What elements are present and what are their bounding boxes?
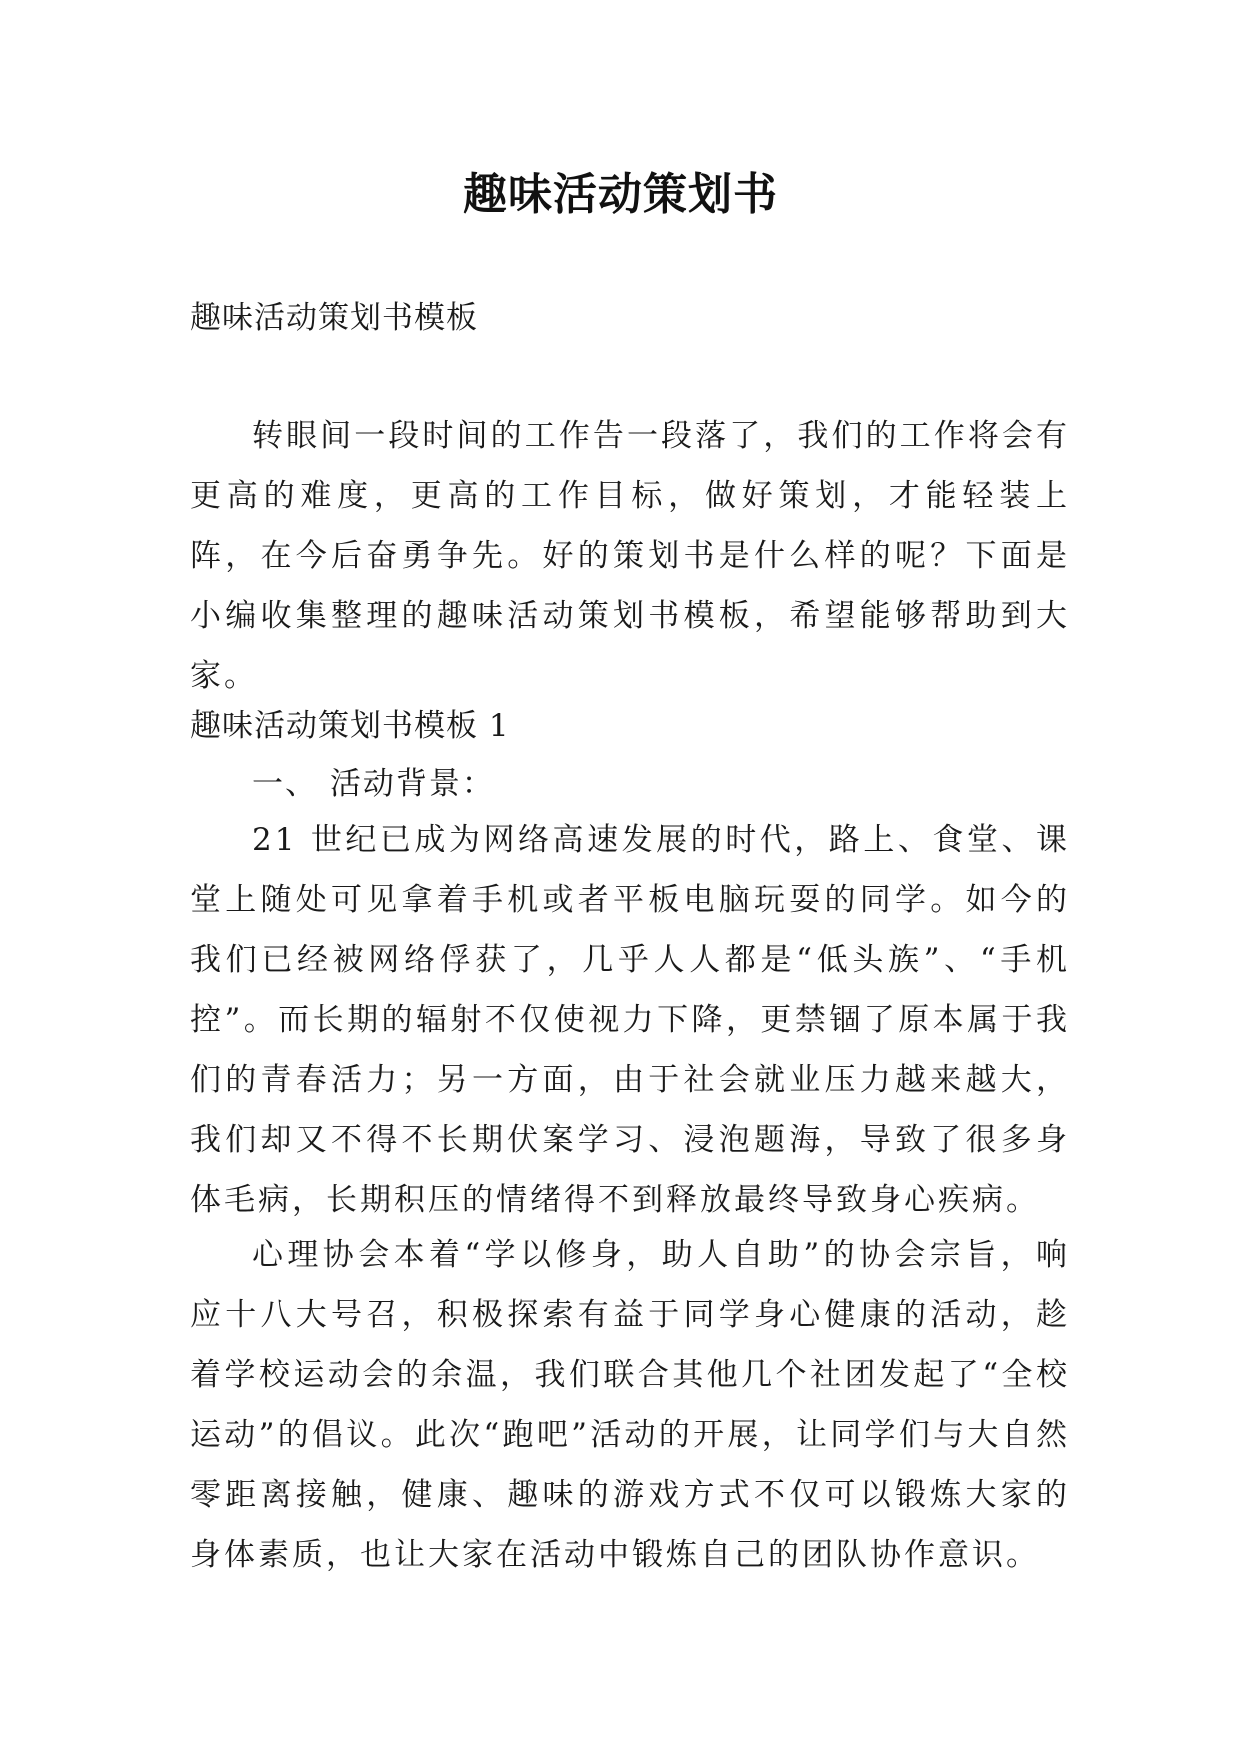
body-paragraph-1: 21 世纪已成为网络高速发展的时代，路上、食堂、课堂上随处可见拿着手机或者平板电脑玩耍的同学。如今的我们已经被网络俘获了，几乎人人都是“低头族”、“手机控”。而长期的辐射不仅使视力下降，更禁锢了原本属于我们的青春活力；另一方面，由于社会就业压力越来越大，我们却又不得不长期伏案学习、浸泡题海，导致了很多身体毛病，长期积压的情绪得不到释放最终导致身心疾病。 <box>190 822 1070 1218</box>
document-title: 趣味活动策划书 <box>463 169 778 220</box>
intro-paragraph: 转眼间一段时间的工作告一段落了，我们的工作将会有更高的难度，更高的工作目标，做好策划，才能轻装上阵，在今后奋勇争先。好的策划书是什么样的呢？下面是小编收集整理的趣味活动策划书模板，希望能够帮助到大家。 <box>190 418 1070 694</box>
body-paragraph-2: 心理协会本着“学以修身，助人自助”的协会宗旨，响应十八大号召，积极探索有益于同学身心健康的活动，趁着学校运动会的余温，我们联合其他几个社团发起了“全校运动”的倡议。此次“跑吧”活动的开展，让同学们与大自然零距离接触，健康、趣味的游戏方式不仅可以锻炼大家的身体素质，也让大家在活动中锻炼自己的团队协作意识。 <box>190 1237 1070 1573</box>
document-subtitle: 趣味活动策划书模板 <box>190 300 478 336</box>
item-heading: 一、 活动背景： <box>252 766 495 802</box>
section-heading: 趣味活动策划书模板 1 <box>190 708 510 744</box>
